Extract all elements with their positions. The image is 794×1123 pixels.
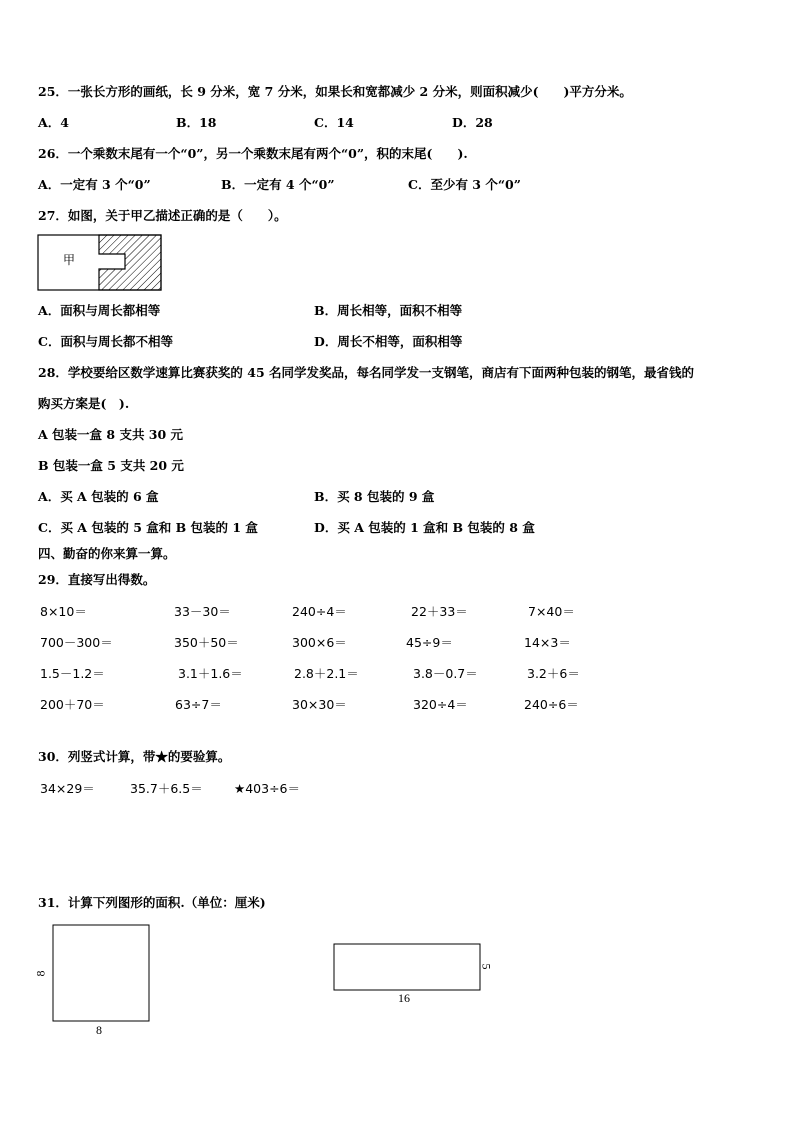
q29-r3-c2: 3.1＋1.6＝ (178, 666, 243, 681)
q26-option-a: A．一定有 3 个“0” (38, 177, 151, 192)
rect-width-label: 16 (398, 991, 410, 1005)
jia-label: 甲 (63, 253, 76, 267)
q29-r1-c3: 240÷4＝ (292, 604, 347, 619)
q27-option-a: A．面积与周长都相等 (38, 303, 161, 318)
rectangle-figure (333, 943, 481, 991)
q29-r2-c5: 14×3＝ (524, 635, 571, 650)
q30-item-1: 34×29＝ (40, 781, 95, 796)
q30-stem: 30．列竖式计算，带★的要验算。 (38, 749, 231, 764)
q29-r2-c4: 45÷9＝ (406, 635, 453, 650)
q29-r4-c3: 30×30＝ (292, 697, 347, 712)
yi-region (99, 235, 161, 290)
q29-r3-c1: 1.5－1.2＝ (40, 666, 105, 681)
q27-stem: 27．如图，关于甲乙描述正确的是（ ）。 (38, 208, 287, 223)
q29-stem: 29．直接写出得数。 (38, 572, 156, 587)
q28-option-a: A．买 A 包装的 6 盒 (38, 489, 159, 504)
q31-stem: 31．计算下列图形的面积.（单位：厘米) (38, 895, 266, 910)
section-4-heading: 四、勤奋的你来算一算。 (38, 546, 176, 561)
q27-option-d: D．周长不相等，面积相等 (314, 334, 463, 349)
q29-r3-c3: 2.8＋2.1＝ (294, 666, 359, 681)
q26-option-b: B．一定有 4 个“0” (221, 177, 335, 192)
q28-stem-line2: 购买方案是( ). (38, 396, 130, 411)
q29-r3-c4: 3.8－0.7＝ (413, 666, 478, 681)
q29-r2-c2: 350＋50＝ (174, 635, 239, 650)
q26-stem: 26．一个乘数末尾有一个“0”，另一个乘数末尾有两个“0”，积的末尾( ). (38, 146, 468, 161)
q30-item-3: ★403÷6＝ (234, 781, 300, 796)
q29-r1-c1: 8×10＝ (40, 604, 87, 619)
square-figure (52, 924, 150, 1022)
q25-option-c: C．14 (314, 115, 354, 130)
q28-stem-line1: 28．学校要给区数学速算比赛获奖的 45 名同学发奖品，每名同学发一支钢笔，商店有下面两种包装的钢笔，最省钱的 (38, 365, 694, 380)
q25-option-b: B．18 (176, 115, 217, 130)
q29-r4-c5: 240÷6＝ (524, 697, 579, 712)
q29-r4-c1: 200＋70＝ (40, 697, 105, 712)
square-side-label-bottom: 8 (96, 1023, 102, 1037)
q29-r2-c1: 700－300＝ (40, 635, 113, 650)
q29-r1-c5: 7×40＝ (528, 604, 575, 619)
q29-r1-c4: 22＋33＝ (411, 604, 468, 619)
q29-r3-c5: 3.2＋6＝ (527, 666, 580, 681)
q28-option-d: D．买 A 包装的 1 盒和 B 包装的 8 盒 (314, 520, 535, 535)
q29-r2-c3: 300×6＝ (292, 635, 347, 650)
q27-option-b: B．周长相等，面积不相等 (314, 303, 463, 318)
q28-option-b: B．买 8 包装的 9 盒 (314, 489, 435, 504)
q28-option-c: C．买 A 包装的 5 盒和 B 包装的 1 盒 (38, 520, 258, 535)
q26-option-c: C．至少有 3 个“0” (408, 177, 521, 192)
q29-r4-c2: 63÷7＝ (175, 697, 222, 712)
q30-item-2: 35.7＋6.5＝ (130, 781, 203, 796)
q25-option-a: A．4 (38, 115, 69, 130)
q29-r1-c2: 33－30＝ (174, 604, 231, 619)
rect-height-label: 5 (479, 963, 494, 970)
q25-stem: 25．一张长方形的画纸，长 9 分米，宽 7 分米，如果长和宽都减少 2 分米，则面积减少( )平方分米。 (38, 84, 632, 99)
q29-r4-c4: 320÷4＝ (413, 697, 468, 712)
q25-option-d: D．28 (452, 115, 493, 130)
q28-pack-a: A 包装一盒 8 支共 30 元 (38, 427, 184, 442)
square-side-label-left: 8 (33, 970, 48, 977)
q28-pack-b: B 包装一盒 5 支共 20 元 (38, 458, 184, 473)
q27-option-c: C．面积与周长都不相等 (38, 334, 173, 349)
q27-figure (37, 234, 163, 292)
